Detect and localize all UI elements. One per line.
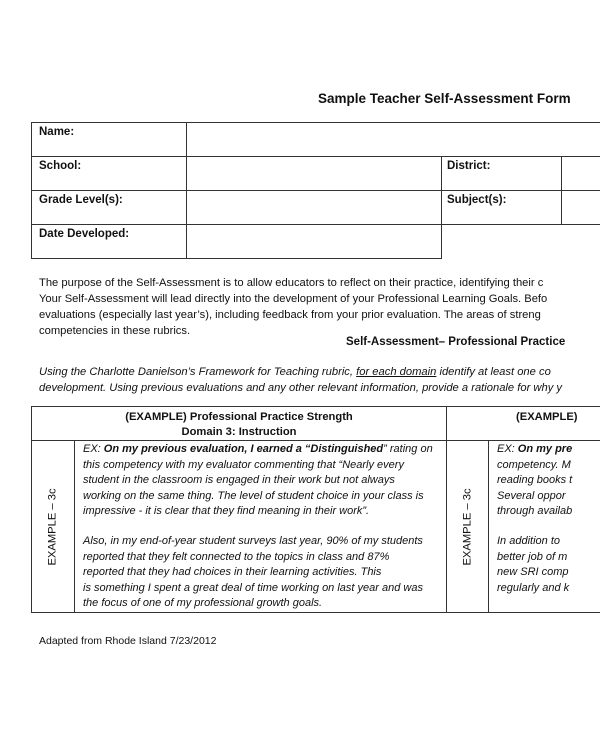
ex-line: this competency with my evaluator commenting that “Nearly every <box>83 458 404 471</box>
ex-line: is something I spent a great deal of time working on last year and was <box>83 581 423 594</box>
intro-line: The purpose of the Self-Assessment is to allow educators to reflect on their practice, identifying their c <box>39 277 544 289</box>
ex-prefix: EX: <box>497 443 518 455</box>
subject-field[interactable] <box>563 192 599 222</box>
left-side-label: EXAMPLE – 3c <box>47 487 60 566</box>
ex-line: competency. M <box>497 458 571 471</box>
form-title: Sample Teacher Self-Assessment Form <box>318 91 571 106</box>
date-developed-label: Date Developed: <box>39 228 130 240</box>
ex-line: the focus of one of my professional growth goals. <box>83 597 323 610</box>
for-each-domain-emphasis: for each domain <box>356 366 437 378</box>
subject-label: Subject(s): <box>447 194 507 206</box>
right-side-label-cell <box>447 441 488 612</box>
ex-line: regularly and k <box>497 581 570 594</box>
name-field[interactable] <box>188 124 598 154</box>
ex-line: Also, in my end-of-year student surveys last year, 90% of my students <box>83 534 423 547</box>
ex-line: impressive - it is clear that they find meaning in their work”. <box>83 505 370 518</box>
ex-line: In addition to <box>497 534 560 547</box>
ex-bold-text: On my previous evaluation, I earned a “Distinguished <box>103 443 384 455</box>
school-field[interactable] <box>188 158 440 188</box>
name-label: Name: <box>39 126 75 138</box>
ex-line: reported that they felt connected to the topics in class and 87% <box>83 550 390 563</box>
ex-line: through availab <box>497 505 573 518</box>
right-table-header: (EXAMPLE) <box>516 411 578 423</box>
left-side-label-cell <box>32 441 74 612</box>
ex-line: Several oppor <box>497 489 566 502</box>
ex-line: student in the classroom is engaged in their work but not always <box>83 474 395 487</box>
grade-level-label: Grade Level(s): <box>39 194 123 206</box>
intro-line: competencies in these rubrics. <box>39 325 191 337</box>
ex-line: ” rating on <box>383 443 433 455</box>
school-label: School: <box>39 160 82 172</box>
ex-line: better job of m <box>497 550 568 563</box>
header-line: Domain 3: Instruction <box>181 426 297 438</box>
instructions-text: identify at least one co <box>436 366 551 378</box>
right-side-label: EXAMPLE – 3c <box>461 487 474 566</box>
left-example-text <box>83 442 443 612</box>
ex-prefix: EX: <box>83 443 104 455</box>
ex-line: working on the same thing. The level of student choice in your class is <box>83 489 424 502</box>
grade-level-field[interactable] <box>188 192 440 222</box>
instructions-text: development. Using previous evaluations and any other relevant information, provide a rationale for why y <box>39 382 562 394</box>
date-developed-field[interactable] <box>188 226 440 256</box>
ex-line: reported that they had choices in their learning activities. This <box>83 566 382 579</box>
section-title: Self-Assessment– Professional Practice <box>346 336 566 348</box>
intro-line: evaluations (especially last year’s), including feedback from your prior evaluation. The areas of streng <box>39 309 541 321</box>
instructions <box>39 364 562 396</box>
footer-note: Adapted from Rhode Island 7/23/2012 <box>39 635 217 647</box>
left-table-header <box>32 410 446 440</box>
right-example-text <box>497 442 600 596</box>
ex-bold-text: On my pre <box>517 443 573 455</box>
header-line: (EXAMPLE) Professional Practice Strength <box>125 411 353 423</box>
ex-line: reading books t <box>497 474 573 487</box>
instructions-text: Using the Charlotte Danielson’s Framework for Teaching rubric, <box>39 366 357 378</box>
district-label: District: <box>447 160 491 172</box>
ex-line: new SRI comp <box>497 566 569 579</box>
intro-line: Your Self-Assessment will lead directly into the development of your Professional Learning Goals. Befo <box>39 293 548 305</box>
intro-paragraph <box>39 275 579 339</box>
district-field[interactable] <box>563 158 599 188</box>
